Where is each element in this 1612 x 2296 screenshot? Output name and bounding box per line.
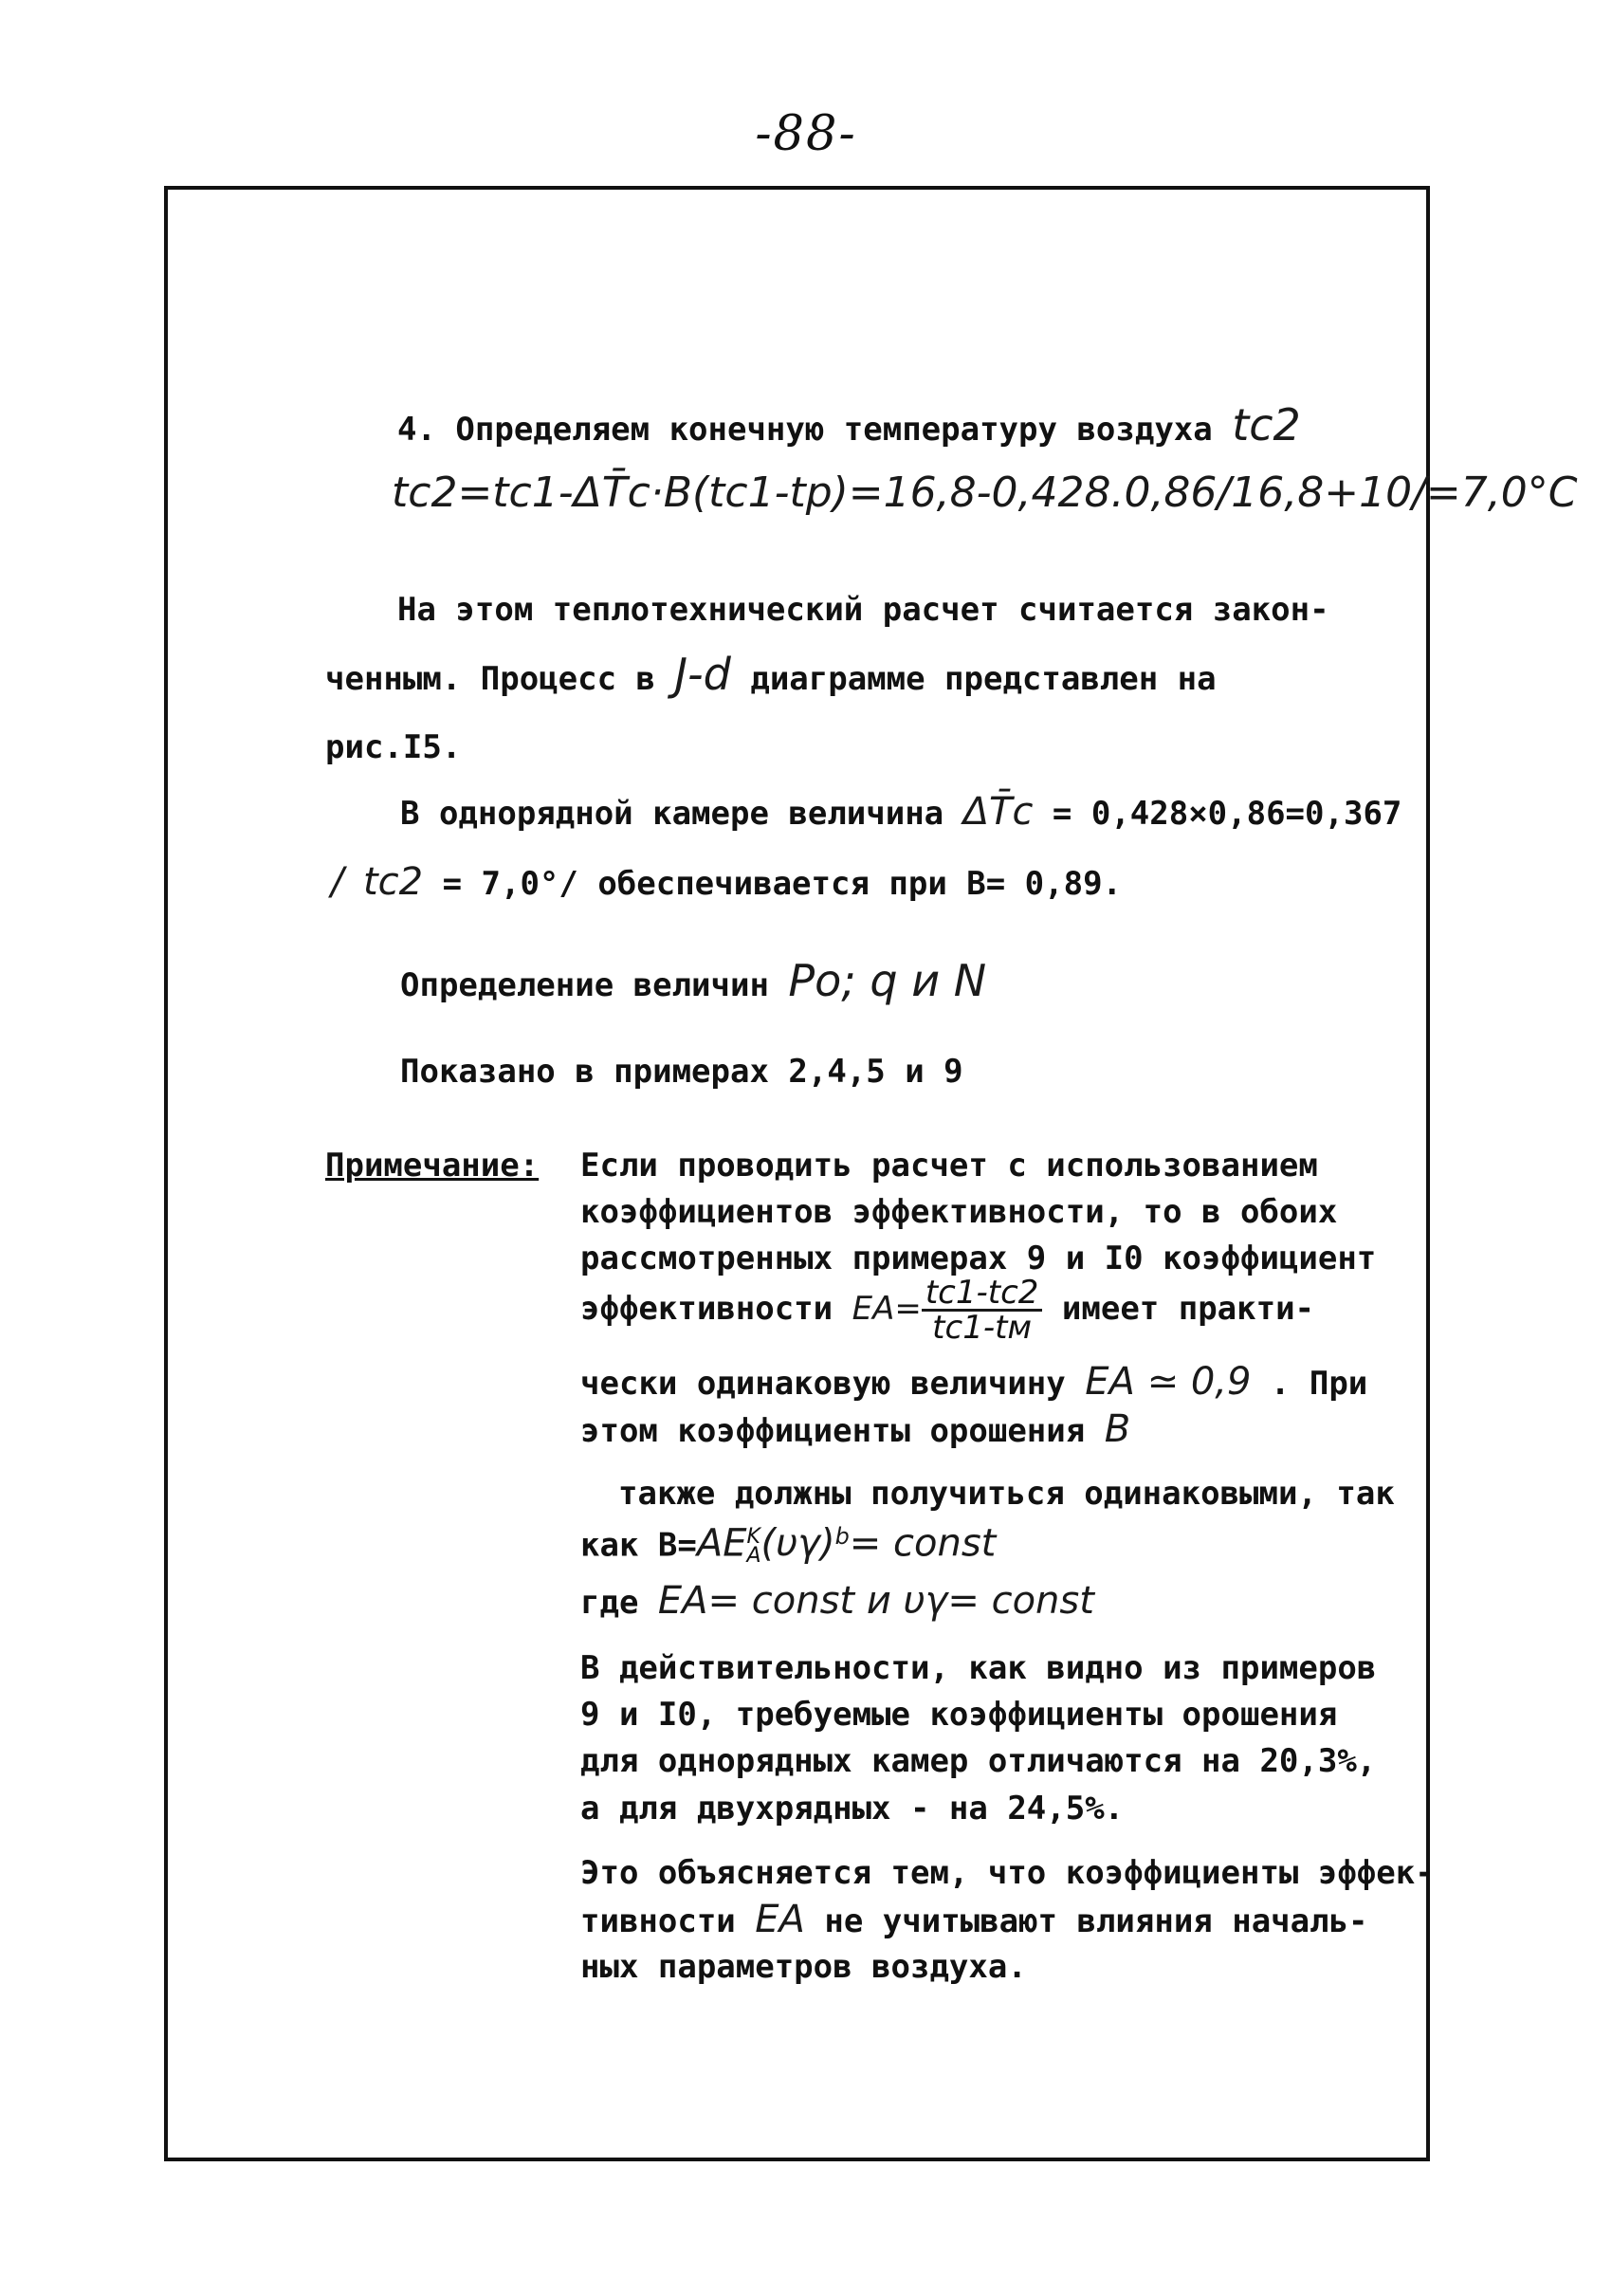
note-line15-symbol: EA (755, 1898, 805, 1941)
note-line8-formula-c: = const (849, 1521, 997, 1566)
step4-formula: tc2=tc1-ΔT̄c·B(tc1-tp)=16,8-0,428.0,86/16,8+10/=7,0°C (392, 468, 1578, 517)
note-line8-text-a: как B= (580, 1526, 697, 1565)
note-line4-text-b: имеет практи- (1061, 1290, 1315, 1328)
note-line5-symbol: EA ≃ 0,9 (1085, 1360, 1252, 1404)
paragraph3 (400, 955, 987, 1007)
note-line8-sub: A (746, 1543, 761, 1568)
note-line6 (580, 1407, 1130, 1453)
note-line12: для однорядных камер отличаются на 20,3%, (580, 1742, 1377, 1780)
note-line4-lhs: EA= (852, 1290, 922, 1328)
note-line9-text-a: где (580, 1584, 639, 1622)
paragraph1-line1: На этом теплотехнический расчет считается закон- (397, 591, 1329, 629)
paragraph2-line2 (331, 860, 1122, 906)
note-line5-text-a: чески одинаковую величину (580, 1365, 1066, 1403)
note-line8-supsub (746, 1524, 761, 1568)
note-line8-sup: K (746, 1524, 760, 1549)
paragraph2-line2-symbol: tc2 (362, 860, 424, 904)
step4-heading-text: 4. Определяем конечную температуру воздуха (397, 411, 1213, 449)
note-line3: рассмотренных примерах 9 и I0 коэффициент (580, 1240, 1377, 1277)
fraction-denominator: tc1-tм (932, 1309, 1033, 1347)
note-line15 (580, 1898, 1368, 1943)
note-line11: 9 и I0, требуемые коэффициенты орошения (580, 1696, 1338, 1734)
note-line8-formula-a: AE (696, 1521, 747, 1566)
step4-heading (397, 399, 1301, 451)
paragraph1-line2 (325, 649, 1217, 701)
efficiency-fraction (922, 1274, 1043, 1347)
note-line5 (580, 1360, 1367, 1405)
note-line7: также должны получиться одинаковыми, так (618, 1475, 1395, 1513)
note-line1: Если проводить расчет с использованием (580, 1147, 1318, 1185)
note-line8-sup2: b (834, 1523, 850, 1550)
note-line2: коэффициентов эффективности, то в обоих (580, 1193, 1338, 1231)
step4-heading-symbol: tc2 (1232, 399, 1301, 450)
fraction-numerator: tc1-tc2 (922, 1277, 1043, 1312)
paragraph1-line3: рис.I5. (325, 728, 462, 766)
note-line4-text-a: эффективности (580, 1290, 833, 1328)
note-line13: а для двухрядных - на 24,5%. (580, 1790, 1125, 1828)
note-line9 (580, 1579, 1094, 1625)
note-line16: ных параметров воздуха. (580, 1948, 1027, 1986)
note-line9-formula: EA= const и υγ= const (657, 1579, 1094, 1623)
note-line6-symbol: B (1104, 1407, 1131, 1451)
note-line4 (580, 1274, 1315, 1347)
note-line15-text-b: не учитывают влияния началь- (824, 1902, 1368, 1940)
note-label: Примечание: (325, 1147, 540, 1185)
note-line10: В действительности, как видно из примеров (580, 1649, 1377, 1687)
note-line8 (580, 1515, 996, 1567)
paragraph2-line1-symbol: ΔT̄c (962, 790, 1034, 834)
paragraph1-line2-symbol: J-d (674, 649, 731, 700)
paragraph2-line2-text-b: = 7,0°/ обеспечивается при B= 0,89. (442, 865, 1123, 903)
paragraph3-symbols: Po; q и N (788, 955, 987, 1006)
note-line8-formula-b: (υγ) (760, 1521, 835, 1566)
paragraph1-line2-text-a: ченным. Процесс в (325, 660, 655, 698)
page-number: -88- (755, 106, 857, 162)
paragraph3-text: Определение величин (400, 966, 769, 1004)
paragraph1-line2-text-b: диаграмме представлен на (750, 660, 1217, 698)
paragraph2-line2-slash: / (331, 860, 344, 904)
note-line14: Это объясняется тем, что коэффициенты эффек- (580, 1854, 1435, 1892)
paragraph2-line1-text-a: В однорядной камере величина (400, 795, 944, 833)
paragraph2-line1 (400, 790, 1401, 836)
note-line6-text-a: этом коэффициенты орошения (580, 1412, 1086, 1450)
note-line5-text-b: . При (1270, 1365, 1368, 1403)
paragraph4: Показано в примерах 2,4,5 и 9 (400, 1053, 963, 1091)
paragraph2-line1-text-b: = 0,428×0,86=0,367 (1052, 795, 1402, 833)
note-line15-text-a: тивности (580, 1902, 736, 1940)
